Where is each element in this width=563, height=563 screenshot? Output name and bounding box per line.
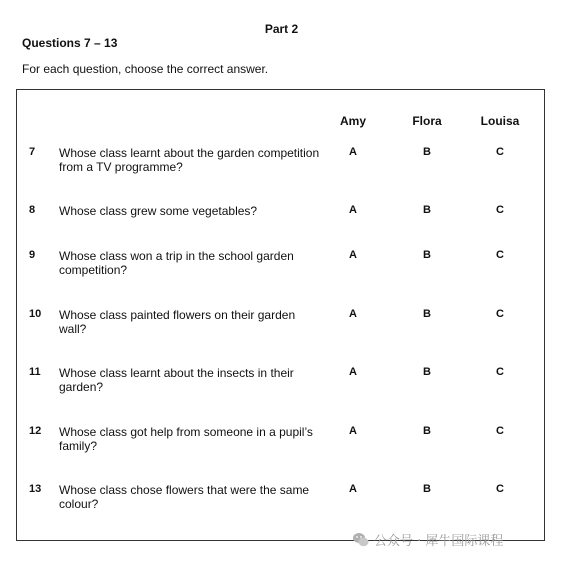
option-b[interactable]: B xyxy=(423,425,431,437)
option-a[interactable]: A xyxy=(349,366,357,378)
option-a[interactable]: A xyxy=(349,308,357,320)
option-a[interactable]: A xyxy=(349,483,357,495)
question-text: Whose class learnt about the garden competition from a TV programme? xyxy=(59,146,320,174)
question-number: 13 xyxy=(29,483,42,495)
question-number: 7 xyxy=(29,146,36,158)
option-c[interactable]: C xyxy=(496,483,504,495)
option-c[interactable]: C xyxy=(496,366,504,378)
option-c[interactable]: C xyxy=(496,425,504,437)
option-b[interactable]: B xyxy=(423,366,431,378)
instruction-text: For each question, choose the correct answer. xyxy=(22,62,269,76)
wechat-icon xyxy=(352,531,370,549)
question-range: Questions 7 – 13 xyxy=(22,36,118,50)
question-number: 9 xyxy=(29,249,36,261)
question-text: Whose class got help from someone in a pupil’s family? xyxy=(59,425,313,453)
question-text: Whose class painted flowers on their garden wall? xyxy=(59,308,296,336)
option-a[interactable]: A xyxy=(349,249,357,261)
question-text: Whose class learnt about the insects in their garden? xyxy=(59,366,294,394)
option-b[interactable]: B xyxy=(423,483,431,495)
column-header-amy: Amy xyxy=(339,114,366,128)
watermark-text: 公众号 · 犀牛国际课程 xyxy=(374,534,504,549)
question-number: 11 xyxy=(29,366,41,378)
option-b[interactable]: B xyxy=(423,146,431,158)
question-text: Whose class grew some vegetables? xyxy=(59,204,258,218)
option-a[interactable]: A xyxy=(349,425,357,437)
column-header-louisa: Louisa xyxy=(480,114,520,128)
option-b[interactable]: B xyxy=(423,204,431,216)
column-header-flora: Flora xyxy=(412,114,442,128)
watermark xyxy=(352,530,503,549)
question-number: 10 xyxy=(29,308,42,320)
option-c[interactable]: C xyxy=(496,204,504,216)
question-text: Whose class chose flowers that were the same colour? xyxy=(59,483,310,511)
part-title: Part 2 xyxy=(264,22,299,36)
option-a[interactable]: A xyxy=(349,146,357,158)
option-c[interactable]: C xyxy=(496,249,504,261)
question-number: 8 xyxy=(29,204,36,216)
option-b[interactable]: B xyxy=(423,308,431,320)
option-b[interactable]: B xyxy=(423,249,431,261)
option-c[interactable]: C xyxy=(496,146,504,158)
option-a[interactable]: A xyxy=(349,204,357,216)
question-number: 12 xyxy=(29,425,42,437)
question-text: Whose class won a trip in the school garden competition? xyxy=(59,249,294,277)
option-c[interactable]: C xyxy=(496,308,504,320)
